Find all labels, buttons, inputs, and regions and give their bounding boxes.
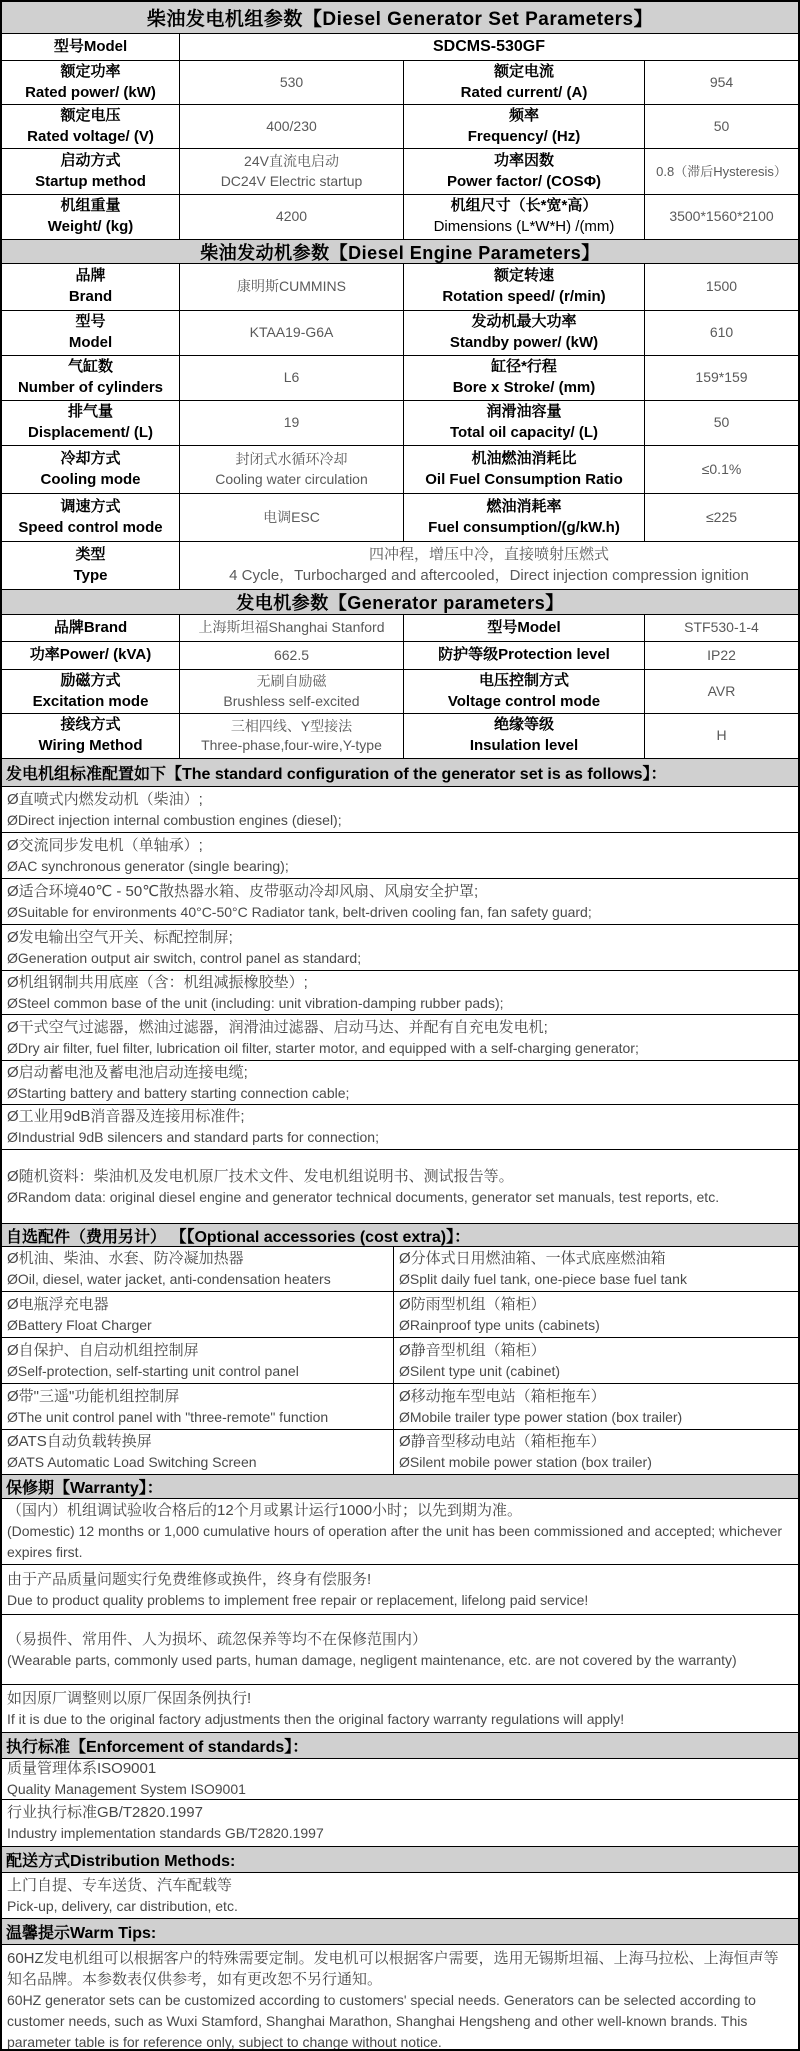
label-cell [404, 264, 645, 310]
warranty-cn: （国内）机组调试验收合格后的12个月或累计运行1000小时；以先到期为准。 [7, 1502, 523, 1519]
value-cell [180, 494, 404, 541]
value: 159*159 [695, 369, 748, 386]
warranty-en: If it is due to the original factory adjustments then the original factory warranty regulations will apply! [7, 1710, 625, 1727]
value: KTAA19-G6A [249, 324, 334, 341]
value-cell [645, 446, 798, 493]
label-en: Startup method [35, 172, 146, 190]
standards-title: 执行标准【Enforcement of standards】： [6, 1739, 309, 1756]
label-cn: 发动机最大功率 [471, 313, 577, 331]
config-item [2, 971, 798, 1015]
label-cell [2, 494, 180, 541]
optional-right-cell [394, 1338, 798, 1383]
warm-tips-cn: 60HZ发电机组可以根据客户的特殊需要定制。发电机可以根据客户需要，选用无锡斯坦福、上海马拉松、上海恒声等知名品牌。本参数表仅供参考，如有更改恕不另行通知。 [7, 1950, 779, 1988]
optional-en: ØMobile trailer type power station (box trailer) [399, 1408, 683, 1425]
spec-row [2, 401, 798, 446]
spec-row [2, 494, 798, 542]
value: 400/230 [266, 117, 317, 134]
label-cn: 缸径*行程 [491, 358, 557, 376]
standard-config-title: 发电机组标准配置如下【The standard configuration of the generator set is as follows】： [6, 766, 667, 783]
label-cn: 额定电压 [60, 106, 121, 124]
spec-row [2, 61, 798, 105]
label-en: Weight/ (kg) [47, 218, 134, 235]
label-cell [404, 446, 645, 493]
value-cell [645, 494, 798, 541]
value: 954 [709, 73, 734, 90]
config-item-en: ØAC synchronous generator (single bearing); [7, 857, 289, 874]
value: 610 [709, 324, 734, 341]
optional-row [2, 1247, 798, 1292]
optional-right-cell [394, 1384, 798, 1429]
config-item [2, 879, 798, 925]
label-cn: 品牌Brand [53, 618, 128, 636]
config-item-en: ØDry air filter, fuel filter, lubrication oil filter, starter motor, and equipped with a self-charging generator; [7, 1039, 639, 1056]
label-cn: 气缸数 [67, 358, 113, 376]
config-item [2, 1150, 798, 1224]
optional-row [2, 1430, 798, 1475]
engine-section-title: 柴油发动机参数【Diesel Engine Parameters】 [200, 242, 600, 263]
label-en: Rated voltage/ (V) [27, 127, 154, 145]
label-cell [404, 642, 645, 669]
value-cell [180, 446, 404, 493]
optional-right-cell [394, 1247, 798, 1291]
value-en: Brushless self-excited [223, 692, 360, 709]
config-item [2, 787, 798, 833]
spec-row [2, 446, 798, 494]
label-cn: 型号 [75, 313, 106, 331]
value: 50 [713, 414, 730, 431]
label-cn: 启动方式 [60, 151, 121, 169]
config-item [2, 833, 798, 879]
distribution-en: Pick-up, delivery, car distribution, etc. [7, 1897, 238, 1914]
value-cell [180, 714, 404, 758]
warranty-item [2, 1615, 798, 1685]
config-item-en: ØStarting battery and battery starting connection cable; [7, 1084, 350, 1101]
label-en: Voltage control mode [447, 692, 601, 710]
label-cell [2, 264, 180, 310]
value: 三相四线、Y型接法 [230, 717, 353, 734]
spec-row [2, 264, 798, 311]
label-cell [2, 670, 180, 713]
value-en: Three-phase,four-wire,Y-type [201, 737, 382, 753]
label-cn: 型号Model [487, 618, 561, 636]
label-cn: 频率 [508, 106, 539, 124]
optional-left-cell [2, 1338, 394, 1383]
distribution-item [2, 1873, 798, 1919]
value-cell [645, 615, 798, 641]
optional-left-cell [2, 1430, 394, 1474]
label-cn: 类型 [75, 545, 106, 563]
label-cn: 燃油消耗率 [486, 497, 562, 515]
value: L6 [283, 369, 300, 386]
value-cell [180, 542, 798, 589]
label-en: Model [68, 334, 113, 351]
config-item-cn: Ø发电输出空气开关、标配控制屏; [7, 928, 233, 946]
optional-cn: Ø静音型移动电站（箱柜拖车） [399, 1433, 606, 1450]
label-cell [2, 642, 180, 669]
model-label: 型号Model [53, 37, 128, 55]
config-item [2, 925, 798, 971]
label-cn: 功率Power/ (kVA) [29, 646, 152, 664]
label-cn: 额定转速 [493, 267, 554, 285]
optional-cn: Ø自保护、自启动机组控制屏 [7, 1341, 199, 1359]
standards-item [2, 1800, 798, 1847]
config-item [2, 1061, 798, 1105]
label-cn: 排气量 [67, 403, 113, 421]
label-en: Rated power/ (kW) [25, 83, 156, 101]
value: 封闭式水循环冷却 [235, 451, 348, 468]
label-cell [2, 149, 180, 194]
value: 19 [283, 414, 300, 431]
value-cell [180, 670, 404, 713]
value: 662.5 [273, 646, 310, 663]
config-item-cn: Ø直喷式内燃发动机（柴油）; [7, 790, 203, 808]
label-en: Bore x Stroke/ (mm) [452, 379, 596, 396]
config-item-cn: Ø适合环境40℃ - 50℃散热器水箱、皮带驱动冷却风扇、风扇安全护罩; [7, 882, 479, 900]
value: ≤225 [705, 508, 738, 525]
spec-row [2, 356, 798, 401]
value-cell [180, 195, 404, 239]
optional-en: ØThe unit control panel with "three-remote" function [7, 1408, 329, 1425]
label-cn: 功率因数 [493, 151, 554, 169]
config-item-cn: Ø工业用9dB消音器及连接用标准件; [7, 1108, 245, 1125]
label-en: Frequency/ (Hz) [467, 127, 581, 145]
label-cn: 励磁方式 [60, 671, 121, 689]
label-cell [2, 446, 180, 493]
value-cell [180, 401, 404, 445]
warm-tips-band [2, 1919, 798, 1945]
warranty-item [2, 1565, 798, 1615]
label-cell [2, 615, 180, 641]
optional-en: ØATS Automatic Load Switching Screen [7, 1454, 257, 1470]
value-cell [180, 356, 404, 400]
config-item-en: ØDirect injection internal combustion engines (diesel); [7, 811, 342, 828]
label-en: Dimensions (L*W*H) /(mm) [433, 218, 615, 235]
value-cell [645, 714, 798, 758]
label-en: Oil Fuel Consumption Ratio [425, 470, 623, 488]
spec-row [2, 670, 798, 714]
label-en: Type [73, 566, 108, 584]
value: 3500*1560*2100 [669, 208, 774, 225]
value-cell [645, 642, 798, 669]
optional-right-cell [394, 1430, 798, 1474]
distribution-cn: 上门自提、专车送货、汽车配载等 [7, 1876, 233, 1894]
model-row [2, 34, 798, 61]
value-cell [645, 105, 798, 148]
optional-cn: Ø电瓶浮充电器 [7, 1295, 109, 1313]
optional-cn: Ø防雨型机组（箱柜） [399, 1295, 546, 1313]
standards-band [2, 1733, 798, 1759]
config-item [2, 1015, 798, 1061]
value: H [716, 727, 727, 744]
optional-left-cell [2, 1384, 394, 1429]
config-item-cn: Ø交流同步发电机（单轴承）; [7, 836, 203, 854]
optional-row [2, 1292, 798, 1338]
optional-en: ØSplit daily fuel tank, one-piece base fuel tank [399, 1271, 687, 1287]
label-cell [404, 615, 645, 641]
value: 24V直流电启动 [244, 153, 339, 170]
optional-band [2, 1224, 798, 1247]
label-cell [2, 714, 180, 758]
label-cell [404, 149, 645, 194]
warranty-item [2, 1499, 798, 1565]
label-cn: 品牌 [75, 267, 106, 285]
value-en: 4 Cycle，Turbocharged and aftercooled，Direct injection compression ignition [229, 566, 749, 584]
standards-cn: 质量管理体系ISO9001 [7, 1760, 157, 1777]
label-en: Power factor/ (COSΦ) [447, 172, 601, 190]
optional-en: ØSilent mobile power station (box trailer) [399, 1454, 652, 1470]
label-en: Wiring Method [38, 737, 143, 754]
warranty-item [2, 1685, 798, 1733]
label-en: Rated current/ (A) [460, 83, 588, 101]
standard-config-band [2, 759, 798, 787]
sheet-title-band [2, 2, 798, 34]
value: 1500 [705, 278, 738, 295]
optional-left-cell [2, 1247, 394, 1291]
label-cell [404, 356, 645, 400]
value: 无刷自励磁 [256, 673, 327, 690]
label-en: Total oil capacity/ (L) [449, 424, 599, 441]
spec-row [2, 714, 798, 759]
value-cell [180, 149, 404, 194]
generator-section-band [2, 590, 798, 615]
optional-left-cell [2, 1292, 394, 1337]
label-cn: 防护等级Protection level [438, 646, 610, 664]
config-item-cn: Ø干式空气过滤器，燃油过滤器，润滑油过滤器、启动马达、并配有自充电发电机; [7, 1018, 548, 1036]
standards-cn: 行业执行标准GB/T2820.1997 [7, 1804, 203, 1821]
config-item-cn: Ø启动蓄电池及蓄电池启动连接电缆; [7, 1063, 248, 1081]
label-cell [404, 401, 645, 445]
warm-tips-en: 60HZ generator sets can be customized according to customers' special needs. Generators can be selected according to customer needs, such as Wuxi Stamford, Shanghai Marathon, Shanghai Hengsheng and other well-known brands. This parameter table is for reference only, subject to change without notice. [7, 1992, 756, 2049]
optional-en: ØOil, diesel, water jacket, anti-condensation heaters [7, 1271, 331, 1287]
label-cell [2, 401, 180, 445]
label-cn: 冷却方式 [60, 449, 121, 467]
value: 上海斯坦福Shanghai Stanford [198, 619, 385, 636]
label-cell [2, 105, 180, 148]
optional-row [2, 1384, 798, 1430]
optional-cn: Ø分体式日用燃油箱、一体式底座燃油箱 [399, 1250, 666, 1267]
engine-type-row [2, 542, 798, 590]
value-cell [180, 61, 404, 104]
label-en: Number of cylinders [17, 379, 164, 396]
value-cell [180, 311, 404, 355]
value: 0.8（滞后Hysteresis） [656, 163, 787, 179]
standards-item [2, 1759, 798, 1800]
value: IP22 [707, 646, 736, 663]
label-cn: 额定功率 [60, 62, 121, 80]
optional-cn: ØATS自动负载转换屏 [7, 1433, 152, 1450]
optional-right-cell [394, 1292, 798, 1337]
warranty-en: (Wearable parts, commonly used parts, human damage, negligent maintenance, etc. are not covered by the warranty) [7, 1651, 737, 1668]
optional-row [2, 1338, 798, 1384]
config-item-en: ØIndustrial 9dB silencers and standard parts for connection; [7, 1129, 379, 1145]
value: 4200 [275, 208, 308, 225]
label-cn: 额定电流 [493, 62, 554, 80]
value-cell [645, 356, 798, 400]
warm-tips-title: 温馨提示Warm Tips: [6, 1925, 157, 1942]
label-cn: 调速方式 [60, 497, 121, 515]
warranty-cn: 由于产品质量问题实行免费维修或换件，终身有偿服务! [7, 1570, 372, 1588]
label-cell [2, 356, 180, 400]
spec-row [2, 615, 798, 642]
optional-en: ØBattery Float Charger [7, 1316, 152, 1333]
optional-cn: Ø静音型机组（箱柜） [399, 1341, 546, 1359]
model-value: SDCMS-530GF [432, 37, 546, 55]
value-en: Cooling water circulation [215, 470, 368, 487]
label-en: Speed control mode [18, 518, 163, 536]
model-label-cell [2, 34, 180, 60]
page-title: 柴油发电机组参数【Diesel Generator Set Parameters】 [146, 9, 654, 30]
value: 530 [279, 73, 304, 90]
standards-en: Quality Management System ISO9001 [7, 1781, 246, 1797]
label-cell [2, 195, 180, 239]
value-cell [180, 105, 404, 148]
warm-tips-item [2, 1945, 798, 2049]
label-cn: 机组尺寸（长*宽*高） [450, 197, 598, 215]
label-cn: 机油燃油消耗比 [471, 449, 577, 467]
spec-row [2, 311, 798, 356]
warranty-band [2, 1475, 798, 1499]
optional-title: 自选配件（费用另计） 【【Optional accessories (cost extra)】： [6, 1228, 471, 1246]
value-cell [645, 311, 798, 355]
label-en: Fuel consumption/(g/kW.h) [428, 518, 620, 536]
label-cell [404, 195, 645, 239]
optional-en: ØRainproof type units (cabinets) [399, 1316, 600, 1333]
value-cell [180, 615, 404, 641]
value-en: DC24V Electric startup [220, 172, 363, 189]
label-cell [404, 311, 645, 355]
config-item-cn: Ø随机资料：柴油机及发电机原厂技术文件、发电机组说明书、测试报告等。 [7, 1167, 514, 1185]
label-cn: 绝缘等级 [493, 716, 554, 734]
value-cell [645, 195, 798, 239]
label-cn: 机组重量 [60, 197, 121, 215]
label-en: Rotation speed/ (r/min) [442, 288, 606, 305]
value: 50 [713, 117, 730, 134]
standards-en: Industry implementation standards GB/T2820.1997 [7, 1825, 324, 1841]
optional-cn: Ø移动拖车型电站（箱柜拖车） [399, 1387, 606, 1405]
label-en: Brand [68, 288, 113, 305]
spec-row [2, 149, 798, 195]
value: 电调ESC [263, 508, 320, 525]
label-en: Standby power/ (kW) [449, 334, 599, 351]
warranty-cn: 如因原厂调整则以原厂保固条例执行! [7, 1689, 252, 1707]
label-cell [2, 61, 180, 104]
label-cn: 接线方式 [60, 716, 121, 734]
label-cn: 润滑油容量 [486, 403, 562, 421]
spec-row [2, 195, 798, 240]
spec-row [2, 642, 798, 670]
distribution-band [2, 1847, 798, 1873]
generator-section-title: 发电机参数【Generator parameters】 [236, 593, 564, 613]
label-cell [404, 670, 645, 713]
model-value-cell [180, 34, 798, 60]
spec-row [2, 105, 798, 149]
value-cell [645, 61, 798, 104]
config-item-en: ØRandom data: original diesel engine and generator technical documents, generator set manuals, test reports, etc. [7, 1188, 720, 1205]
label-cell [2, 311, 180, 355]
value: STF530-1-4 [684, 619, 759, 636]
label-cell [404, 61, 645, 104]
warranty-en: (Domestic) 12 months or 1,000 cumulative hours of operation after the unit has been commissioned and accepted; whichever expires first. [7, 1523, 783, 1560]
warranty-cn: （易损件、常用件、人为损坏、疏忽保养等均不在保修范围内） [7, 1630, 428, 1648]
label-cell [2, 542, 180, 589]
value: 四冲程，增压中冷，直接喷射压燃式 [368, 545, 609, 563]
value-cell [180, 264, 404, 310]
label-en: Displacement/ (L) [27, 424, 154, 441]
optional-cn: Ø机油、柴油、水套、防冷凝加热器 [7, 1250, 244, 1267]
value-cell [645, 670, 798, 713]
label-cell [404, 105, 645, 148]
label-en: Cooling mode [40, 470, 141, 488]
optional-en: ØSelf-protection, self-starting unit control panel [7, 1362, 299, 1379]
value-cell [645, 264, 798, 310]
value: AVR [707, 682, 736, 699]
warranty-en: Due to product quality problems to implement free repair or replacement, lifelong paid service! [7, 1591, 589, 1608]
optional-cn: Ø带"三遥"功能机组控制屏 [7, 1387, 180, 1405]
config-item-en: ØGeneration output air switch, control panel as standard; [7, 949, 362, 966]
label-en: Insulation level [469, 737, 579, 754]
value: ≤0.1% [701, 460, 742, 477]
warranty-title: 保修期【Warranty】： [6, 1480, 163, 1497]
optional-en: ØSilent type unit (cabinet) [399, 1362, 561, 1379]
config-item-en: ØSuitable for environments 40°C-50°C Radiator tank, belt-driven cooling fan, fan safety guard; [7, 903, 592, 920]
value-cell [645, 401, 798, 445]
label-cell [404, 494, 645, 541]
config-item [2, 1105, 798, 1150]
label-en: Excitation mode [32, 692, 149, 710]
label-cn: 电压控制方式 [478, 671, 569, 689]
label-cell [404, 714, 645, 758]
config-item-cn: Ø机组钢制共用底座（含：机组减振橡胶垫）; [7, 973, 308, 991]
config-item-en: ØSteel common base of the unit (including: unit vibration-damping rubber pads); [7, 994, 504, 1011]
value-cell [180, 642, 404, 669]
engine-section-band [2, 240, 798, 264]
value: 康明斯CUMMINS [237, 278, 346, 295]
distribution-title: 配送方式Distribution Methods: [6, 1853, 236, 1870]
value-cell [645, 149, 798, 194]
